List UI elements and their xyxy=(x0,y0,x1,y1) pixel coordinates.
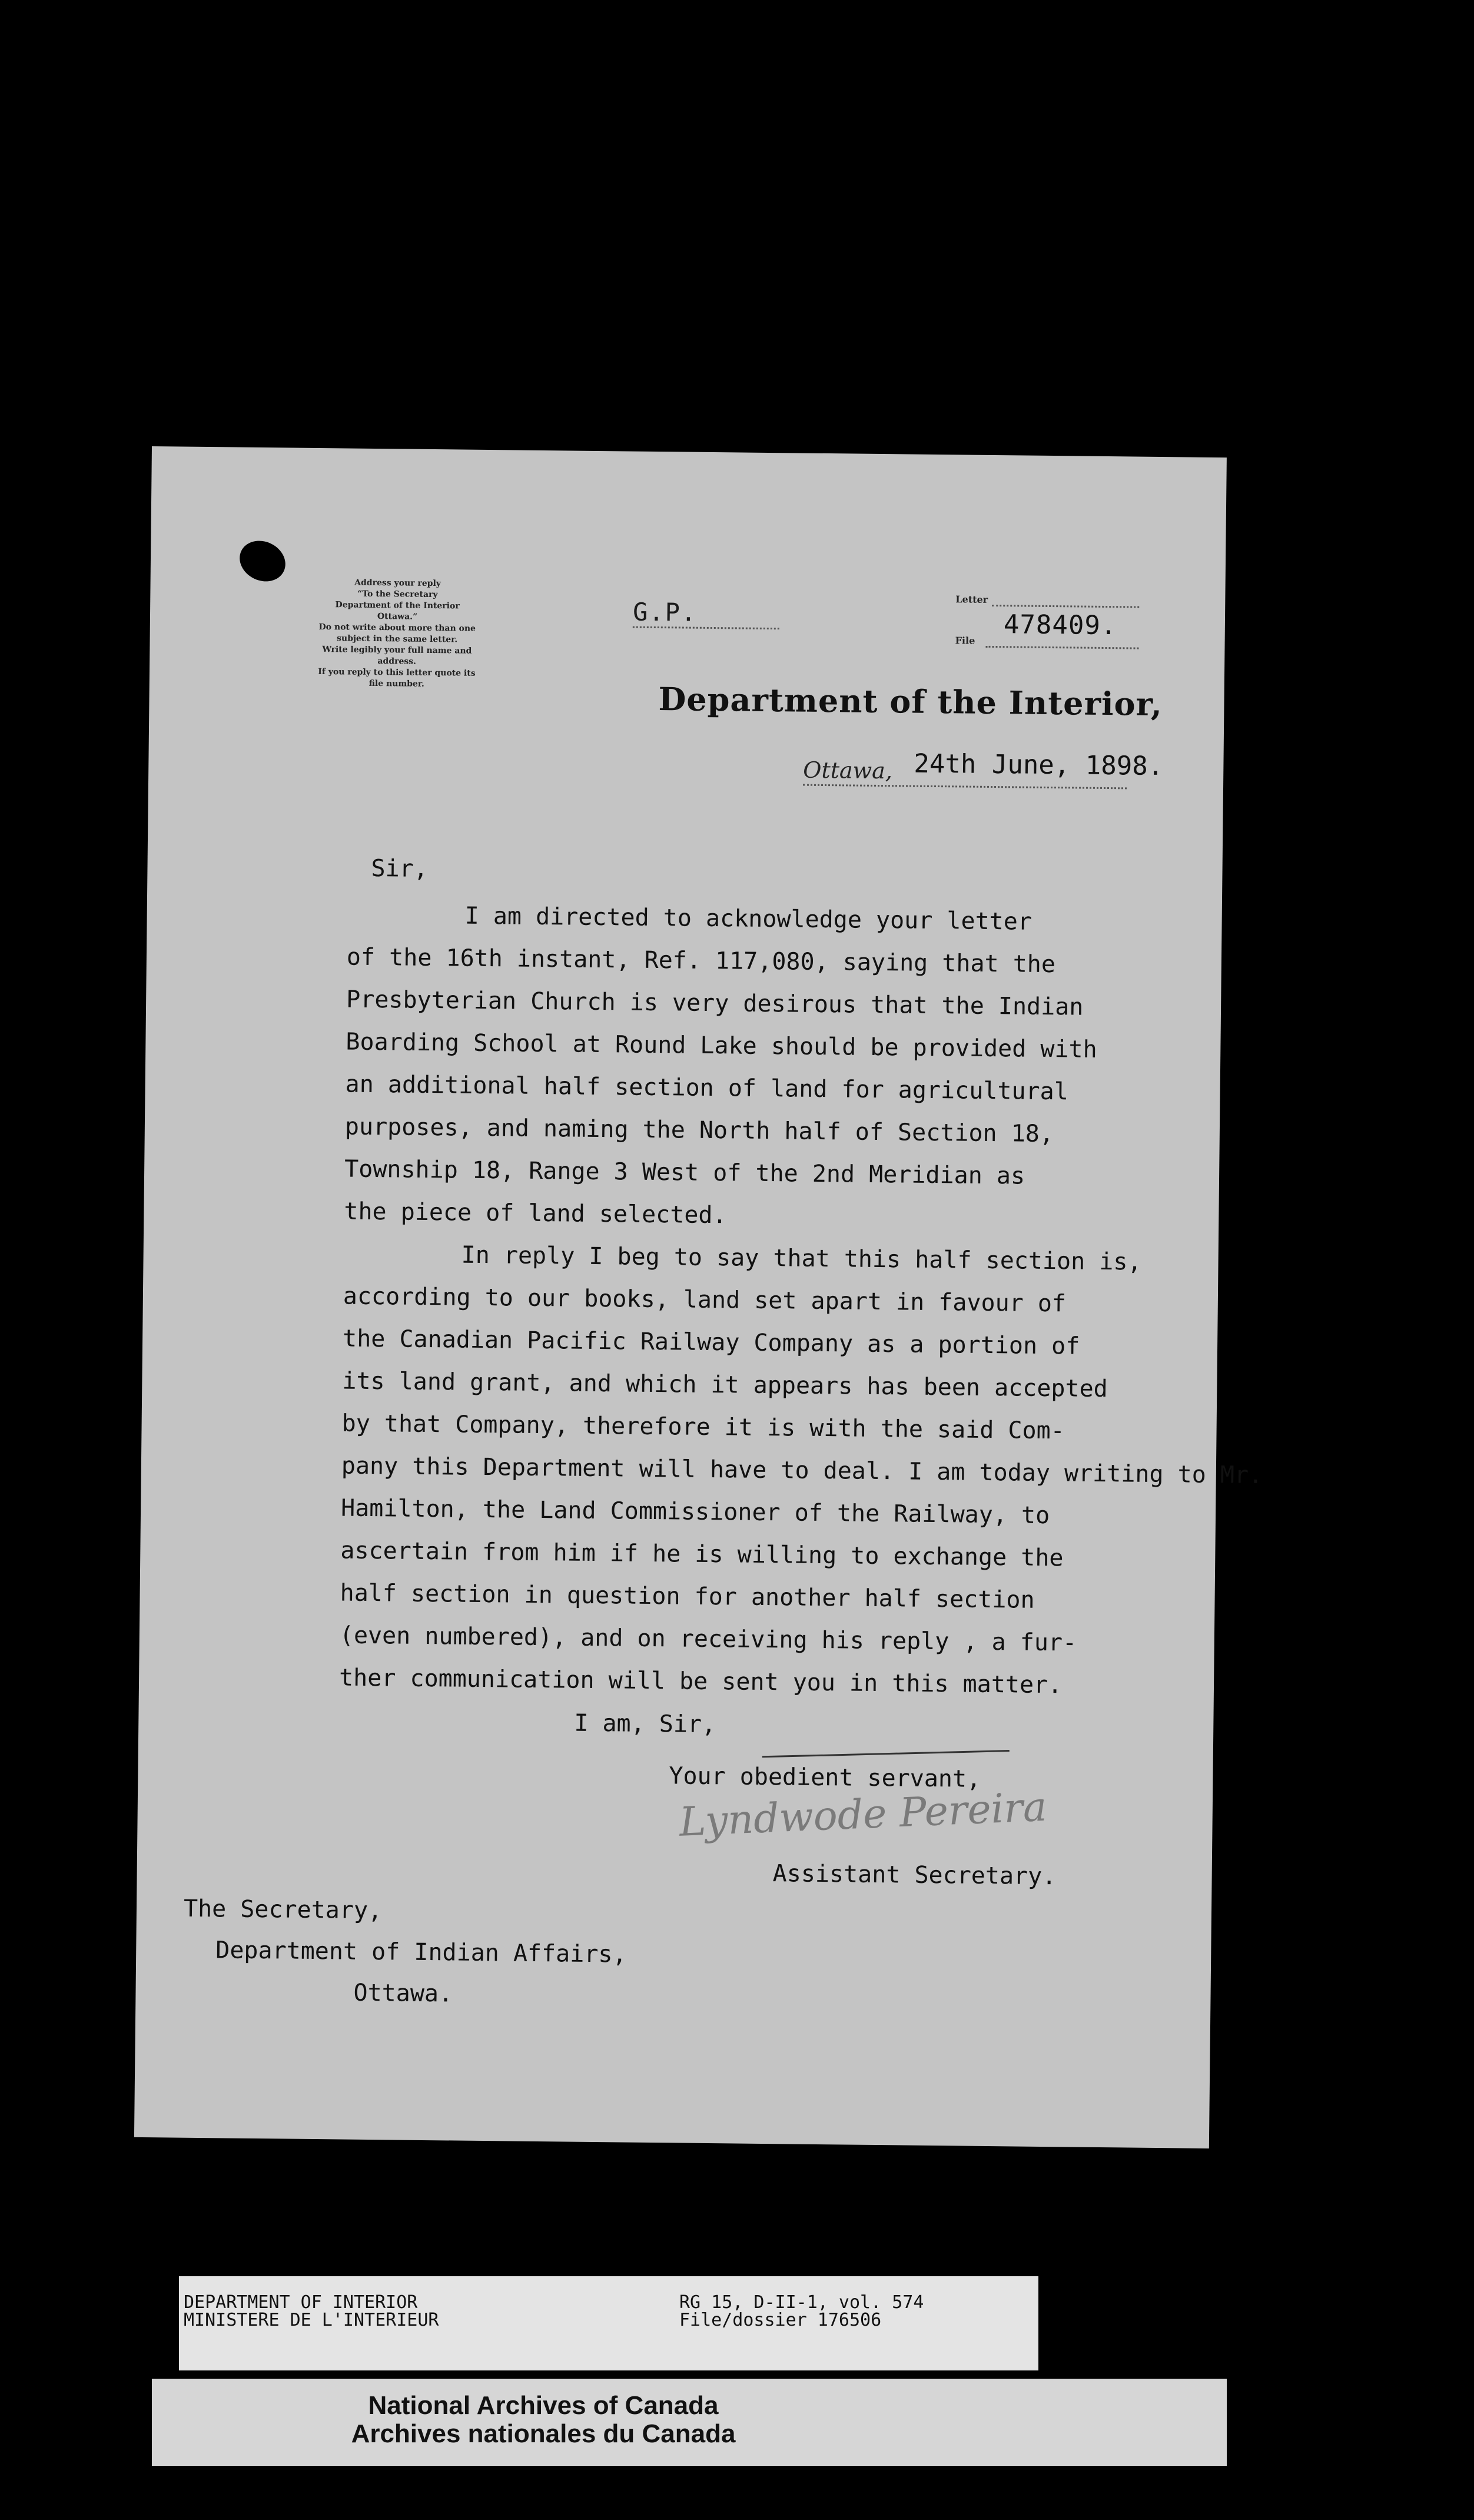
body-line: I am directed to acknowledge your letter xyxy=(464,902,1033,936)
recipient-department: Department of Indian Affairs, xyxy=(215,1937,627,1968)
archive-reference-label xyxy=(179,2276,1038,2370)
body-line: by that Company, therefore it is with the said Com- xyxy=(341,1410,1065,1445)
body-line: (even numbered), and on receiving his reply , a fur- xyxy=(339,1622,1077,1657)
obedient-servant: Your obedient servant, xyxy=(669,1762,981,1793)
signature-line xyxy=(762,1750,1010,1758)
archives-title xyxy=(152,2392,935,2448)
letter-page xyxy=(134,446,1263,2148)
file-dossier: File/dossier 176506 xyxy=(679,2310,882,2330)
letter-body xyxy=(338,894,1263,1708)
paragraph-1 xyxy=(344,894,1207,1242)
instruction-line: Ottawa.” xyxy=(377,612,418,622)
body-line: its land grant, and which it appears has been accepted xyxy=(342,1367,1108,1403)
letter-line xyxy=(992,605,1139,608)
gp-initials: G.P. xyxy=(633,598,780,630)
body-line: ther communication will be sent you in this matter. xyxy=(338,1664,1063,1699)
record-group: RG 15, D-II-1, vol. 574 xyxy=(679,2292,924,2313)
recipient-title: The Secretary, xyxy=(183,1895,383,1925)
body-line: of the 16th instant, Ref. 117,080, saying that the xyxy=(346,943,1056,979)
body-line: pany this Department will have to deal. I am today writing to Mr. xyxy=(341,1452,1263,1489)
punch-hole xyxy=(233,533,293,589)
closing: I am, Sir, xyxy=(574,1709,716,1739)
file-line xyxy=(985,646,1138,649)
archives-banner xyxy=(152,2379,1227,2466)
body-line: half section in question for another half section xyxy=(340,1579,1035,1614)
body-line: ascertain from him if he is willing to exchange the xyxy=(340,1537,1064,1572)
letter-label: Letter xyxy=(955,593,988,605)
instruction-line: Write legibly your full name and xyxy=(322,645,472,656)
place-label: Ottawa, xyxy=(803,757,893,784)
archives-french: Archives nationales du Canada xyxy=(351,2419,736,2448)
department-heading: Department of the Interior, xyxy=(658,680,1163,724)
file-label: File xyxy=(955,635,975,646)
body-line: Township 18, Range 3 West of the 2nd Meridian as xyxy=(344,1155,1025,1190)
date-line xyxy=(803,784,1127,790)
instruction-line: Department of the Interior xyxy=(335,600,460,611)
reply-instructions xyxy=(308,578,486,691)
department-en: DEPARTMENT OF INTERIOR xyxy=(184,2292,418,2313)
department-fr: MINISTERE DE L'INTERIEUR xyxy=(184,2310,439,2330)
archives-english: National Archives of Canada xyxy=(368,2391,719,2420)
body-line: Hamilton, the Land Commissioner of the Railway, to xyxy=(340,1494,1050,1530)
recipient-city: Ottawa. xyxy=(353,1979,453,2008)
body-line: Presbyterian Church is very desirous that the Indian xyxy=(346,986,1084,1021)
body-line: Boarding School at Round Lake should be provided with xyxy=(346,1028,1097,1063)
archive-reference xyxy=(679,2294,924,2329)
body-line: In reply I beg to say that this half section is, xyxy=(461,1241,1142,1276)
instruction-line: Address your reply xyxy=(354,578,441,589)
instruction-line: address. xyxy=(377,656,417,667)
instruction-line: “To the Secretary xyxy=(357,589,438,600)
handwritten-signature: Lyndwode Pereira xyxy=(678,1783,1048,1846)
paragraph-2 xyxy=(338,1232,1263,1707)
archive-department xyxy=(184,2294,439,2329)
signer-title: Assistant Secretary. xyxy=(772,1860,1057,1891)
salutation: Sir, xyxy=(371,854,429,883)
body-line: an additional half section of land for agricultural xyxy=(345,1070,1069,1106)
body-line: the piece of land selected. xyxy=(344,1198,727,1229)
body-line: purposes, and naming the North half of Section 18, xyxy=(344,1113,1054,1148)
letter-number: 478409. xyxy=(1003,609,1117,641)
body-line: the Canadian Pacific Railway Company as a portion of xyxy=(342,1325,1080,1360)
instruction-line: If you reply to this letter quote its xyxy=(318,667,476,678)
instruction-line: Do not write about more than one xyxy=(318,622,476,634)
body-line: according to our books, land set apart in favour of xyxy=(343,1282,1067,1318)
instruction-line: subject in the same letter. xyxy=(336,634,458,645)
instruction-line: file number. xyxy=(368,678,424,689)
letter-date: 24th June, 1898. xyxy=(914,748,1164,782)
